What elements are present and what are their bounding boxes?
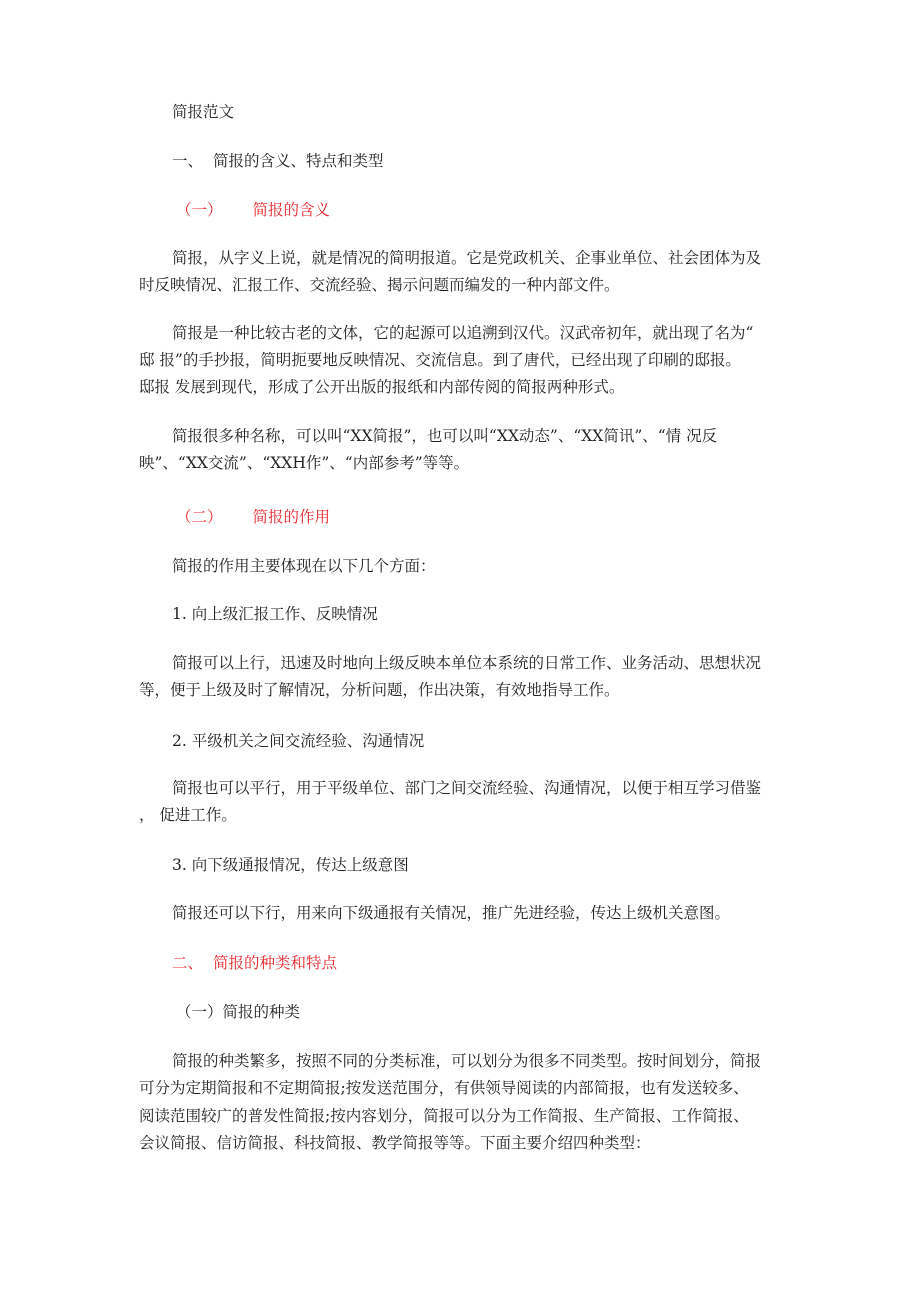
- paragraph-5-line-1: 简报可以上行，迅速及时地向上级反映本单位本系统的日常工作、业务活动、思想状况: [172, 654, 762, 672]
- paragraph-3-line-2: 映”、“XX交流”、“XXH作”、“内部参考”等等。: [139, 454, 470, 472]
- paragraph-3-line-1: 简报很多种名称，可以叫“XX简报”，也可以叫“XX动态”、“XX简讯”、“情 况反: [172, 427, 718, 445]
- paragraph-6-line-2: ， 促进工作。: [139, 806, 237, 824]
- paragraph-8-line-3: 阅读范围较广的普发性简报;按内容划分，简报可以分为工作简报、生产简报、工作简报、: [139, 1107, 749, 1125]
- paragraph-8-line-1: 简报的种类繁多，按照不同的分类标准，可以划分为很多不同类型。按时间划分，简报: [172, 1052, 762, 1070]
- list-item-3: 3. 向下级通报情况，传达上级意图: [172, 856, 409, 874]
- subsection-1-title: 简报的含义: [252, 201, 331, 219]
- subsection-2-number: （二）: [176, 508, 223, 526]
- subsection-1-heading: [176, 200, 330, 220]
- paragraph-5-line-2: 等，便于上级及时了解情况，分析问题，作出决策，有效地指导工作。: [139, 681, 620, 699]
- paragraph-1-line-2: 时反映情况、汇报工作、交流经验、揭示问题而编发的一种内部文件。: [139, 276, 620, 294]
- subsection-1-number: （一）: [176, 201, 223, 219]
- paragraph-8-line-4: 会议简报、信访简报、科技简报、教学简报等等。下面主要介绍四种类型：: [139, 1134, 651, 1152]
- subsection-2-title: 简报的作用: [252, 508, 331, 526]
- paragraph-4: 简报的作用主要体现在以下几个方面：: [172, 557, 436, 575]
- paragraph-2-line-3: 邸报 发展到现代，形成了公开出版的报纸和内部传阅的简报两种形式。: [139, 378, 625, 396]
- subsection-2-heading: [176, 507, 330, 527]
- section-2-heading: [172, 953, 337, 973]
- section-1-number: 一、: [172, 152, 204, 170]
- doc-title: 简报范文: [172, 103, 235, 121]
- paragraph-1-line-1: 简报，从字义上说，就是情况的简明报道。它是党政机关、企事业单位、社会团体为及: [172, 249, 762, 267]
- paragraph-7: 简报还可以下行，用来向下级通报有关情况，推广先进经验，传达上级机关意图。: [172, 904, 731, 922]
- subsection-3-heading: （一）简报的种类: [176, 1003, 301, 1021]
- paragraph-2-line-1: 简报是一种比较古老的文体，它的起源可以追溯到汉代。汉武帝初年，就出现了名为“: [172, 324, 754, 342]
- section-2-title: 简报的种类和特点: [213, 954, 338, 972]
- paragraph-2-line-2: 邸 报”的手抄报，简明扼要地反映情况、交流信息。到了唐代，已经出现了印刷的邸报。: [139, 351, 741, 369]
- paragraph-6-line-1: 简报也可以平行，用于平级单位、部门之间交流经验、沟通情况，以便于相互学习借鉴: [172, 779, 762, 797]
- list-item-1: 1. 向上级汇报工作、反映情况: [172, 605, 378, 623]
- section-1-heading: [172, 151, 384, 171]
- section-1-title: 简报的含义、特点和类型: [213, 152, 384, 170]
- paragraph-8-line-2: 可分为定期简报和不定期简报;按发送范围分，有供领导阅读的内部简报，也有发送较多、: [139, 1079, 749, 1097]
- section-2-number: 二、: [172, 954, 204, 972]
- list-item-2: 2. 平级机关之间交流经验、沟通情况: [172, 732, 425, 750]
